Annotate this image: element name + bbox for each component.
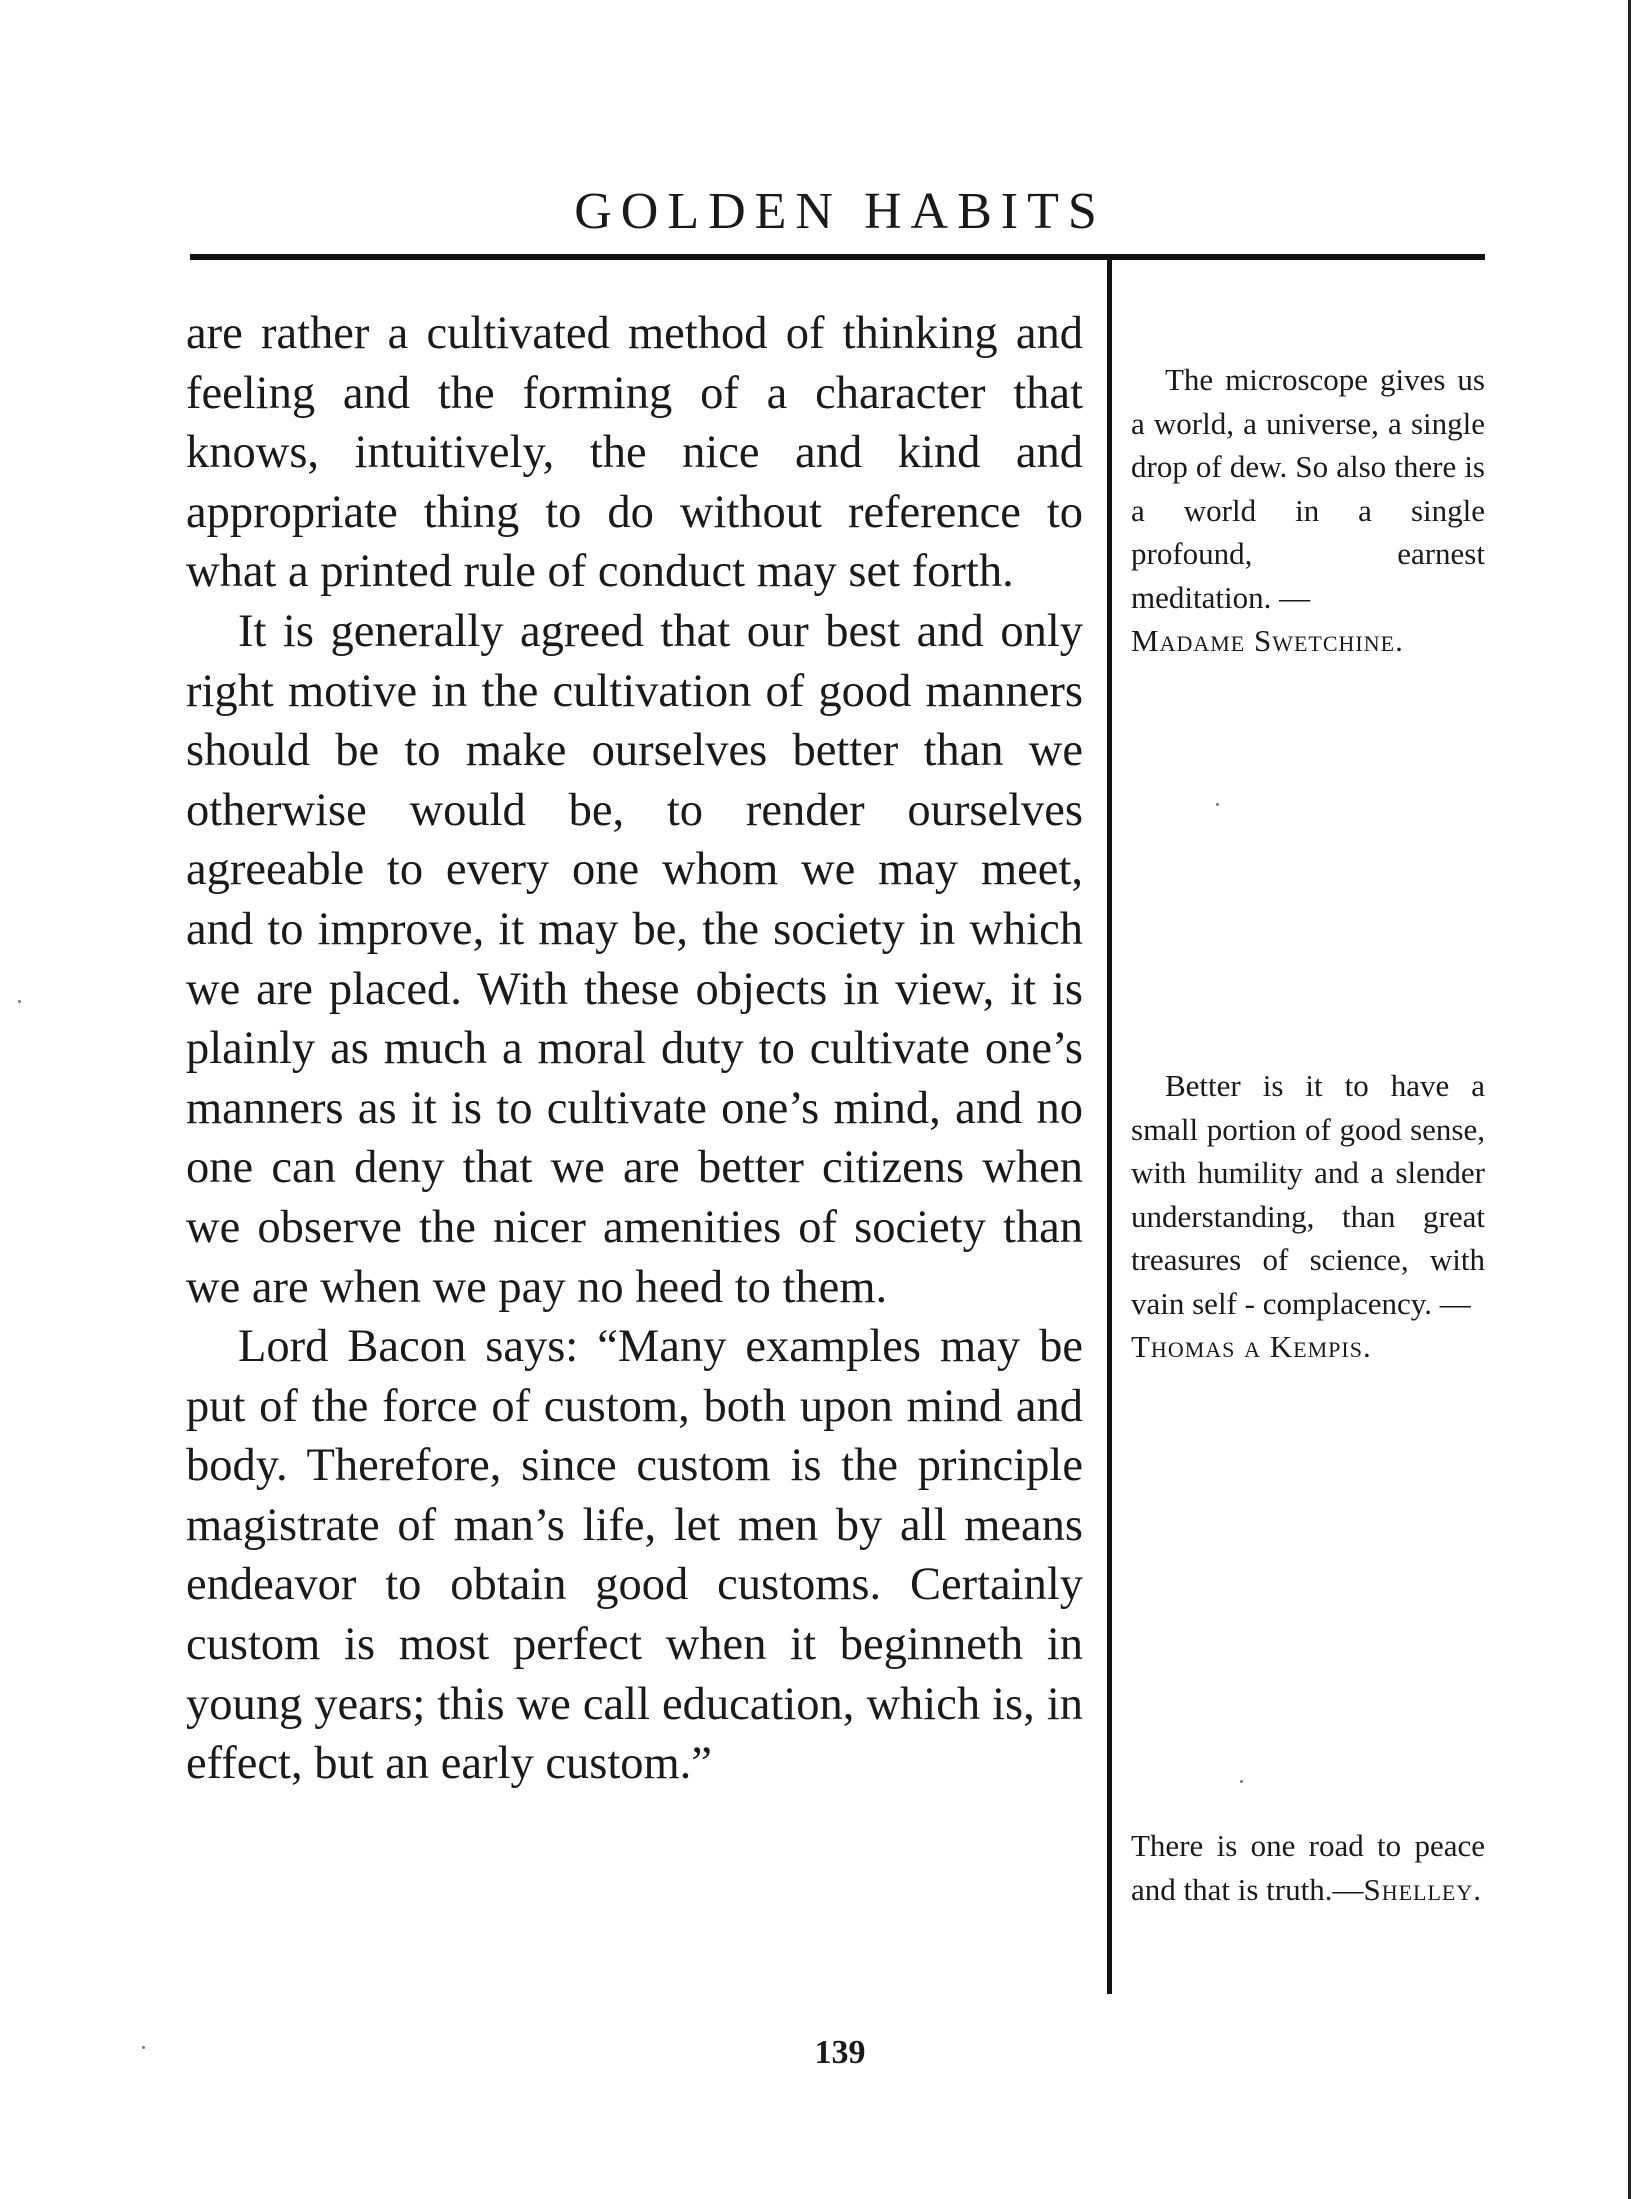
side-note-quote: There is one road to peace and that is truth.—	[1131, 1828, 1485, 1907]
paper-speck	[1216, 803, 1219, 806]
header-rule	[190, 254, 1485, 260]
paper-speck	[1240, 1780, 1243, 1783]
side-note-kempis	[1131, 1064, 1485, 1369]
side-note-swetchine	[1131, 358, 1485, 663]
paper-speck	[18, 1000, 21, 1003]
column-divider	[1107, 259, 1112, 1994]
paragraph-3: Lord Bacon says: “Many examples may be put of the force of custom, both upon mind and body. Therefore, since custom is the principle magistrate of man’s life, let men by all means endeavor to obtain good customs. Certainly custom is most perfect when it beginneth in young years; this we call education, which is, in effect, but an early custom.”	[186, 1321, 1083, 1790]
running-head: GOLDEN HABITS	[574, 183, 1106, 240]
page-edge	[1628, 0, 1631, 2199]
side-note-author: Madame Swetchine.	[1131, 623, 1404, 658]
side-note-quote: The microscope gives us a world, a universe, a single drop of dew. So also there is a world in a single profound, earnest meditation. —	[1131, 362, 1485, 615]
paragraph-1: are rather a cultivated method of thinking and feeling and the forming of a character that knows, intuitively, the nice and kind and appropriate thing to do without reference to what a printed rule of conduct may set forth.	[186, 308, 1083, 598]
paragraph-2: It is generally agreed that our best and only right motive in the cultivation of good manners should be to make ourselves better than we otherwise would be, to render ourselves agreeable to every one whom we may meet, and to improve, it may be, the society in which we are placed. With these objects in view, it is plainly as much a moral duty to cultivate one’s manners as it is to cultivate one’s mind, and no one can deny that we are better citizens when we observe the nicer amenities of society than we are when we pay no heed to them.	[186, 605, 1083, 1313]
page-number: 139	[814, 2034, 866, 2071]
side-note-author: Thomas a Kempis.	[1131, 1329, 1372, 1364]
side-note-author: Shelley.	[1363, 1871, 1483, 1907]
side-note-shelley	[1131, 1824, 1485, 1911]
main-text-column	[186, 304, 1083, 1794]
side-note-quote: Better is it to have a small portion of good sense, with humility and a slender understanding, than great treasures of science, with vain self - complacency. —	[1131, 1068, 1485, 1321]
paper-speck	[142, 2046, 145, 2049]
